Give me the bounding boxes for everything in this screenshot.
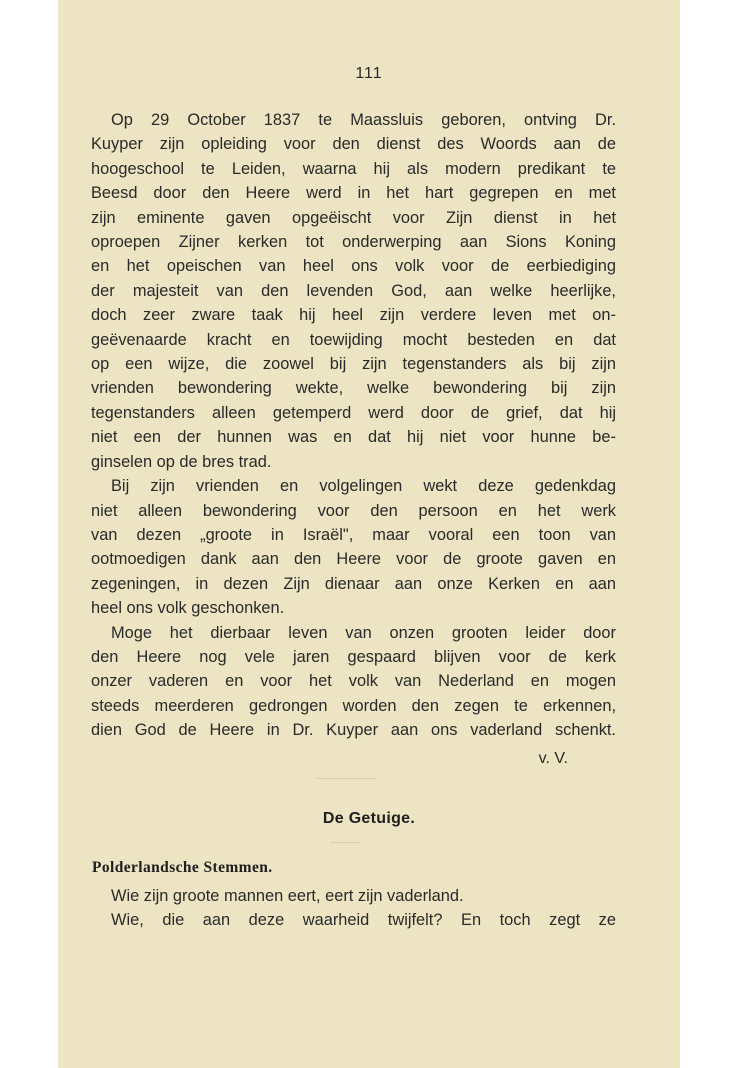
text-line: der majesteit van den levenden God, aan welke heerlijke,: [91, 281, 616, 300]
text-line: Bij zijn vrienden en volgelingen wekt deze gedenkdag: [111, 477, 616, 496]
paragraph-3: [91, 621, 616, 743]
page-number: 111: [355, 65, 383, 82]
text-line: Moge het dierbaar leven van onzen grooten leider door: [111, 623, 616, 642]
divider-bottom: [330, 842, 360, 843]
main-text: [91, 108, 616, 743]
text-line: zegeningen, in dezen Zijn dienaar aan onze Kerken en aan: [91, 574, 616, 593]
text-line: den Heere nog vele jaren gespaard blijven voor de kerk: [91, 647, 616, 666]
paragraph-2: [91, 474, 616, 620]
text-line: zijn eminente gaven opgeëischt voor Zijn dienst in het: [91, 208, 616, 227]
book-page: [58, 0, 680, 1068]
section-title: De Getuige.: [322, 810, 416, 827]
text-line: ginselen op de bres trad.: [91, 452, 272, 471]
text-line: dien God de Heere in Dr. Kuyper aan ons vaderland schenkt.: [91, 721, 616, 740]
text-line: van dezen „groote in Israël", maar vooral een toon van: [91, 525, 616, 544]
text-line: Beesd door den Heere werd in het hart gegrepen en met: [91, 184, 616, 203]
text-line: Op 29 October 1837 te Maassluis geboren, ontving Dr.: [111, 111, 616, 129]
text-line: onzer vaderen en voor het volk van Nederland en mogen: [91, 672, 616, 691]
paragraph-1: [91, 108, 616, 474]
poem-text: [91, 884, 616, 933]
text-line: doch zeer zware taak hij heel zijn verdere leven met on-: [91, 306, 616, 325]
text-line: vrienden bewondering wekte, welke bewondering bij zijn: [91, 379, 616, 398]
text-line: steeds meerderen gedrongen worden den zegen te erkennen,: [91, 696, 616, 715]
sub-heading: Polderlandsche Stemmen.: [92, 859, 273, 876]
text-line: ootmoedigen dank aan den Heere voor de groote gaven en: [91, 550, 616, 569]
author-signature: v. V.: [538, 750, 568, 767]
text-line: op een wijze, die zoowel bij zijn tegenstanders als bij zijn: [91, 355, 616, 374]
text-line: oproepen Zijner kerken tot onderwerping aan Sions Koning: [91, 233, 616, 252]
text-line: Wie, die aan deze waarheid twijfelt? En toch zegt ze: [111, 911, 616, 930]
text-line: en het opeischen van heel ons volk voor de eerbiediging: [91, 257, 616, 276]
text-line: Kuyper zijn opleiding voor den dienst des Woords aan de: [91, 135, 616, 154]
text-line: Wie zijn groote mannen eert, eert zijn vaderland.: [111, 887, 464, 905]
text-line: hoogeschool te Leiden, waarna hij als modern predikant te: [91, 159, 616, 178]
text-line: niet alleen bewondering voor den persoon en het werk: [91, 501, 616, 520]
text-line: tegenstanders alleen getemperd werd door de grief, dat hij: [91, 403, 616, 422]
text-line: niet een der hunnen was en dat hij niet voor hunne be-: [91, 428, 616, 447]
text-line: heel ons volk geschonken.: [91, 599, 285, 618]
text-line: geëvenaarde kracht en toewijding mocht besteden en dat: [91, 330, 616, 349]
divider-top: [316, 778, 376, 779]
